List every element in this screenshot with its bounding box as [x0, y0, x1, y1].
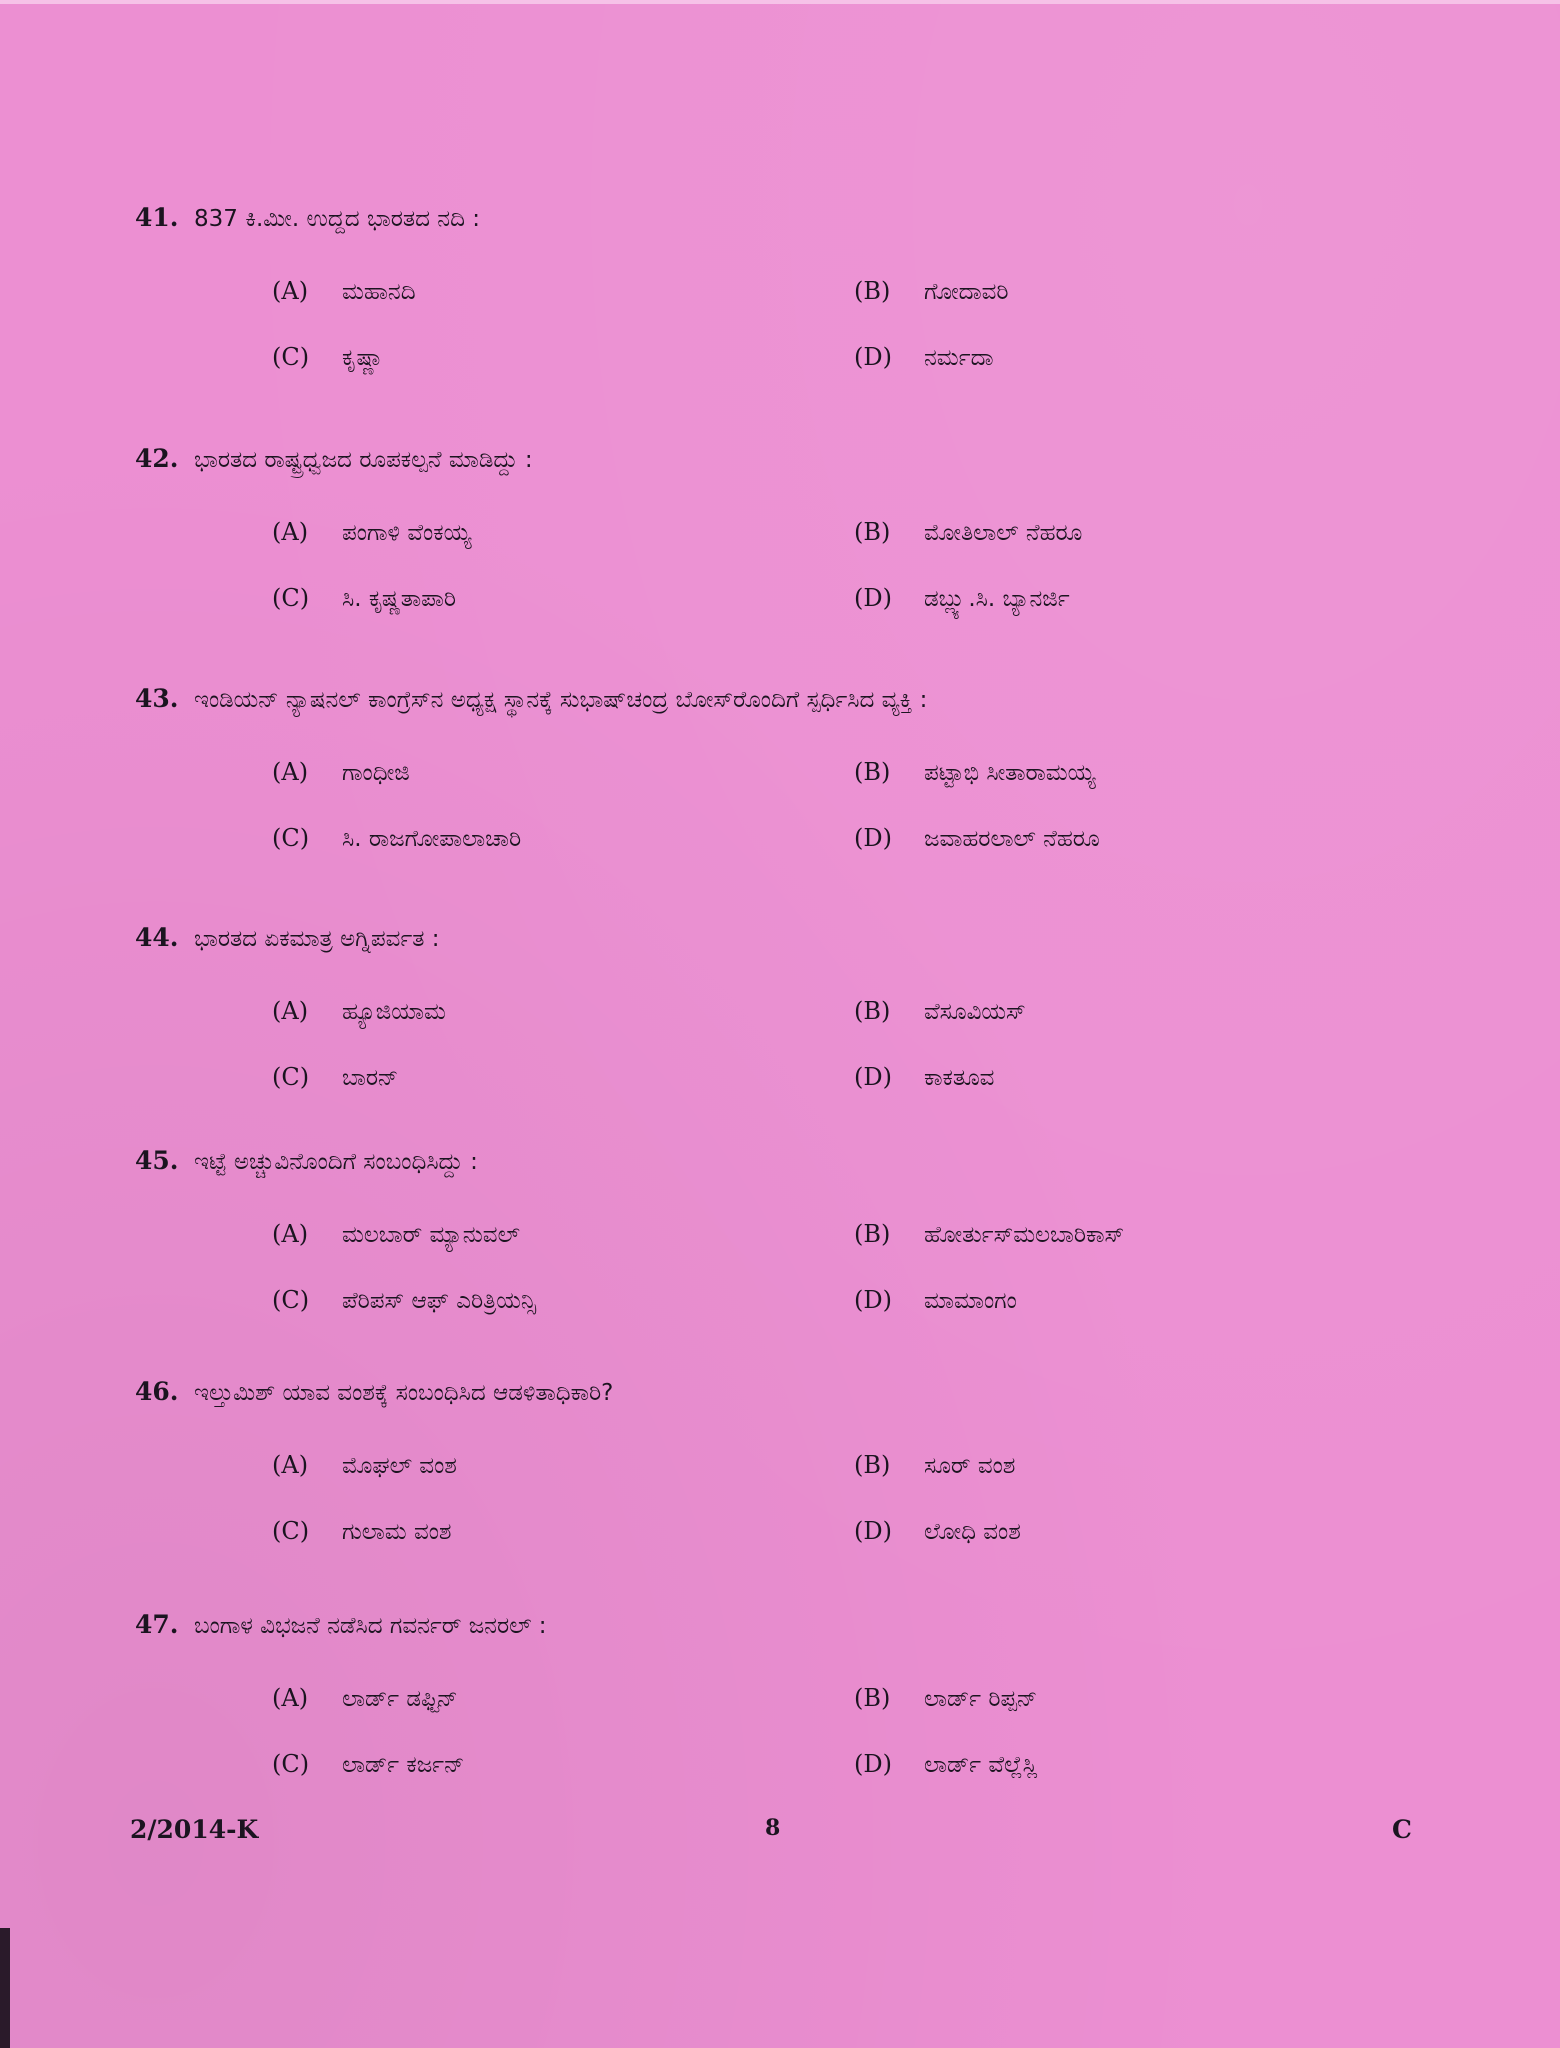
option-letter: (C)	[272, 343, 310, 371]
option-b	[854, 997, 1334, 1039]
exam-code: 2/2014-K	[130, 1815, 259, 1844]
option-letter: (B)	[854, 1451, 891, 1479]
question-text: ಬಂಗಾಳ ವಿಭಜನೆ ನಡೆಸಿದ ಗವರ್ನರ್ ಜನರಲ್ :	[194, 1613, 547, 1639]
options-grid	[272, 277, 1515, 385]
option-text: ಲಾರ್ಡ್ ರಿಪ್ಪನ್	[924, 1686, 1038, 1712]
option-text: ಪಟ್ಟಾಭಿ ಸೀತಾರಾಮಯ್ಯ	[924, 760, 1096, 786]
option-a	[272, 758, 854, 800]
option-text: ಜವಾಹರಲಾಲ್ ನೆಹರೂ	[924, 826, 1100, 852]
option-text: ಹೋರ್ತುಸ್‌ಮಲಬಾರಿಕಾಸ್	[924, 1222, 1125, 1248]
option-text: ಪಂಗಾಳಿ ವೆಂಕಯ್ಯ	[342, 520, 472, 546]
option-text: ಲಾರ್ಡ್ ವೆಲ್ಲೆಸ್ಲಿ	[924, 1752, 1038, 1778]
option-text: ಸಿ. ಕೃಷ್ಣತಾಪಾರಿ	[342, 586, 457, 612]
question-45	[135, 1146, 1515, 1328]
option-letter: (D)	[854, 1517, 892, 1545]
question-44	[135, 923, 1515, 1105]
option-letter: (A)	[272, 997, 309, 1025]
question-number: 41.	[135, 203, 179, 232]
option-letter: (B)	[854, 1684, 891, 1712]
option-a	[272, 277, 854, 319]
question-series: C	[1392, 1815, 1412, 1844]
option-letter: (A)	[272, 1220, 309, 1248]
option-letter: (B)	[854, 758, 891, 786]
question-number: 47.	[135, 1610, 179, 1639]
option-d	[854, 343, 1334, 385]
option-text: ಕಾಕತೂವ	[924, 1065, 995, 1091]
question-number: 46.	[135, 1377, 179, 1406]
question-stem	[135, 203, 1515, 251]
option-letter: (B)	[854, 277, 891, 305]
option-text: ಗುಲಾಮ ವಂಶ	[342, 1519, 452, 1545]
option-d	[854, 824, 1334, 866]
option-letter: (C)	[272, 1517, 310, 1545]
option-c	[272, 1517, 854, 1559]
option-letter: (A)	[272, 1684, 309, 1712]
question-number: 45.	[135, 1146, 179, 1175]
option-text: ಲಾರ್ಡ್ ಕರ್ಜನ್	[342, 1752, 465, 1778]
option-text: ಸಿ. ರಾಜಗೋಪಾಲಾಚಾರಿ	[342, 826, 522, 852]
option-text: ಗಾಂಧೀಜಿ	[342, 760, 410, 786]
option-letter: (A)	[272, 758, 309, 786]
question-stem	[135, 1610, 1515, 1658]
option-text: ಹ್ಯೂಜಿಯಾಮ	[342, 999, 446, 1025]
option-letter: (D)	[854, 584, 892, 612]
option-d	[854, 1063, 1334, 1105]
question-stem	[135, 1377, 1515, 1425]
option-text: ಮೋತಿಲಾಲ್ ನೆಹರೂ	[924, 520, 1083, 546]
option-text: ಗೋದಾವರಿ	[924, 279, 1009, 305]
question-42	[135, 444, 1515, 626]
question-number: 42.	[135, 444, 179, 473]
question-stem	[135, 444, 1515, 492]
question-stem	[135, 684, 1515, 732]
option-c	[272, 584, 854, 626]
option-letter: (D)	[854, 1063, 892, 1091]
option-b	[854, 1451, 1334, 1493]
option-d	[854, 1750, 1334, 1792]
question-47	[135, 1610, 1515, 1792]
option-text: ಬಾರನ್	[342, 1065, 399, 1091]
question-stem	[135, 923, 1515, 971]
option-letter: (B)	[854, 1220, 891, 1248]
question-46	[135, 1377, 1515, 1559]
option-c	[272, 824, 854, 866]
question-text: ಇಂಡಿಯನ್ ನ್ಯಾಷನಲ್ ಕಾಂಗ್ರೆಸ್‌ನ ಅಧ್ಯಕ್ಷ ಸ್ಥಾನಕ್ಕೆ ಸುಭಾಷ್‌ಚಂದ್ರ ಬೋಸ್‌ರೊಂದಿಗೆ ಸ್ಪರ್ಧಿಸಿದ ವ್ಯಕ್ತಿ :	[194, 687, 928, 713]
option-text: ಮೊಘಲ್ ವಂಶ	[342, 1453, 457, 1479]
question-stem	[135, 1146, 1515, 1194]
scan-shadow	[0, 1928, 10, 2048]
option-d	[854, 584, 1334, 626]
option-letter: (B)	[854, 518, 891, 546]
option-b	[854, 1220, 1334, 1262]
option-letter: (A)	[272, 1451, 309, 1479]
option-text: ಲೋಧಿ ವಂಶ	[924, 1519, 1021, 1545]
option-c	[272, 1750, 854, 1792]
option-a	[272, 1684, 854, 1726]
option-text: ಮಹಾನದಿ	[342, 279, 416, 305]
option-a	[272, 1451, 854, 1493]
option-text: ವೆಸೂವಿಯಸ್	[924, 999, 1026, 1025]
option-letter: (C)	[272, 584, 310, 612]
options-grid	[272, 518, 1515, 626]
option-letter: (C)	[272, 1286, 310, 1314]
option-b	[854, 277, 1334, 319]
option-letter: (D)	[854, 824, 892, 852]
option-text: ನರ್ಮದಾ	[924, 345, 994, 371]
option-c	[272, 1286, 854, 1328]
question-text: 837 ಕಿ.ಮೀ. ಉದ್ದದ ಭಾರತದ ನದಿ :	[194, 206, 480, 232]
option-c	[272, 1063, 854, 1105]
option-a	[272, 518, 854, 560]
option-text: ಮಾಮಾಂಗಂ	[924, 1288, 1017, 1314]
options-grid	[272, 997, 1515, 1105]
option-letter: (D)	[854, 343, 892, 371]
option-c	[272, 343, 854, 385]
options-grid	[272, 758, 1515, 866]
option-letter: (C)	[272, 1063, 310, 1091]
option-letter: (B)	[854, 997, 891, 1025]
paper-top-edge	[0, 0, 1560, 4]
option-b	[854, 758, 1334, 800]
page-number: 8	[765, 1815, 781, 1841]
option-b	[854, 518, 1334, 560]
option-d	[854, 1286, 1334, 1328]
option-letter: (D)	[854, 1750, 892, 1778]
question-number: 44.	[135, 923, 179, 952]
option-text: ಪೆರಿಪಸ್ ಆಫ್ ಎರಿತ್ರಿಯನ್ಸಿ	[342, 1288, 536, 1314]
question-41	[135, 203, 1515, 385]
option-text: ಮಲಬಾರ್ ಮ್ಯಾನುವಲ್	[342, 1222, 520, 1248]
question-43	[135, 684, 1515, 866]
option-letter: (A)	[272, 518, 309, 546]
option-letter: (C)	[272, 824, 310, 852]
question-number: 43.	[135, 684, 179, 713]
option-letter: (D)	[854, 1286, 892, 1314]
options-grid	[272, 1451, 1515, 1559]
option-letter: (A)	[272, 277, 309, 305]
option-d	[854, 1517, 1334, 1559]
question-text: ಇಲ್ತುಮಿಶ್ ಯಾವ ವಂಶಕ್ಕೆ ಸಂಬಂಧಿಸಿದ ಆಡಳಿತಾಧಿಕಾರಿ?	[194, 1380, 614, 1406]
option-text: ಕೃಷ್ಣಾ	[342, 345, 384, 371]
option-a	[272, 1220, 854, 1262]
option-b	[854, 1684, 1334, 1726]
option-text: ಲಾರ್ಡ್ ಡಫ್ಟಿನ್	[342, 1686, 458, 1712]
options-grid	[272, 1684, 1515, 1792]
question-text: ಭಾರತದ ಏಕಮಾತ್ರ ಅಗ್ನಿಪರ್ವತ :	[194, 926, 440, 952]
options-grid	[272, 1220, 1515, 1328]
question-text: ಇಟ್ಟೆ ಅಚ್ಚುವಿನೊಂದಿಗೆ ಸಂಬಂಧಿಸಿದ್ದು :	[194, 1149, 478, 1175]
option-text: ಡಬ್ಲ್ಯು.ಸಿ. ಬ್ಯಾನರ್ಜಿ	[924, 586, 1070, 612]
option-a	[272, 997, 854, 1039]
page-footer	[130, 1815, 1410, 1855]
question-text: ಭಾರತದ ರಾಷ್ಟ್ರಧ್ವಜದ ರೂಪಕಲ್ಪನೆ ಮಾಡಿದ್ದು :	[194, 447, 533, 473]
option-letter: (C)	[272, 1750, 310, 1778]
option-text: ಸೂರ್ ವಂಶ	[924, 1453, 1016, 1479]
